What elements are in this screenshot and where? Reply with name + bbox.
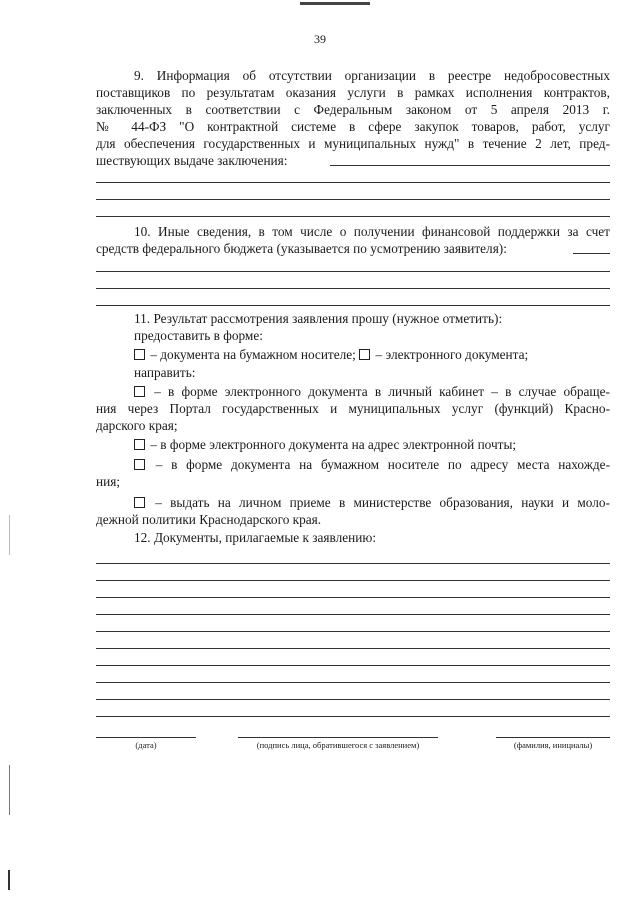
cabinet-option-line-3: дарского края; [96,418,178,433]
post-option-line-2: ния; [96,474,121,489]
name-caption: (фамилия, инициалы) [513,740,593,750]
personal-option-line-2: дежной политики Краснодарского края. [96,512,322,527]
item9-line-3: заключенных в соответствии с Федеральным законом от 5 апреля 2013 г. [96,102,610,117]
cabinet-option-line-2: ния через Портал государственных и муниципальных услуг (функций) Красно- [96,401,610,416]
electronic-option-label: – электронного документа; [372,347,529,362]
scan-margin-mark [8,870,10,890]
post-checkbox[interactable] [134,459,145,470]
email-option [134,436,516,453]
item9-answer-line[interactable] [330,165,610,166]
personal-checkbox[interactable] [134,497,145,508]
item12-answer-line[interactable] [96,665,610,666]
item12-answer-line[interactable] [96,716,610,717]
item12-title: 12. Документы, прилагаемые к заявлению: [134,530,377,545]
date-line[interactable] [96,737,196,738]
item10-line-2: средств федерального бюджета (указывается по усмотрению заявителя): [96,241,507,256]
paper-option-label: – документа на бумажном носителе; [147,347,360,362]
item11-provide-options [134,346,528,363]
item12-answer-line[interactable] [96,580,610,581]
item9-line-4: № 44-ФЗ "О контрактной системе в сфере закупок товаров, работ, услуг [96,119,610,134]
item9-answer-line[interactable] [96,182,610,183]
item11-title: 11. Результат рассмотрения заявления прошу (нужное отметить): [134,311,503,326]
post-option-label: – в форме документа на бумажном носителе по адресу места нахожде- [147,457,610,472]
signature-caption: (подпись лица, обратившегося с заявлением) [256,740,420,750]
page-number: 39 [314,32,326,46]
cabinet-option-label: – в форме электронного документа в личный кабинет – в случае обраще- [147,384,610,399]
item12-answer-line[interactable] [96,699,610,700]
item10-line-1: 10. Иные сведения, в том числе о получении финансовой поддержки за счет [134,224,610,239]
item10-answer-line[interactable] [573,253,610,254]
item10-answer-line[interactable] [96,271,610,272]
item12-answer-line[interactable] [96,563,610,564]
item9-answer-line[interactable] [96,216,610,217]
item12-answer-line[interactable] [96,631,610,632]
item11-send-label: направить: [134,365,196,380]
paper-checkbox[interactable] [134,349,145,360]
email-checkbox[interactable] [134,439,145,450]
cabinet-checkbox[interactable] [134,386,145,397]
scan-margin-mark [9,765,10,815]
item9-line-6: шествующих выдаче заключения: [96,153,288,168]
item11-provide-label: предоставить в форме: [134,328,263,343]
signature-line[interactable] [238,737,438,738]
item12-answer-line[interactable] [96,597,610,598]
electronic-checkbox[interactable] [359,349,370,360]
date-caption: (дата) [135,740,157,750]
cabinet-option [134,383,610,400]
item12-answer-line[interactable] [96,648,610,649]
email-option-label: – в форме электронного документа на адрес электронной почты; [147,437,517,452]
item10-answer-line[interactable] [96,305,610,306]
item12-answer-line[interactable] [96,682,610,683]
item9-answer-line[interactable] [96,199,610,200]
item10-answer-line[interactable] [96,288,610,289]
post-option [134,456,610,473]
item9-line-1: 9. Информация об отсутствии организации в реестре недобросовестных [134,68,610,83]
name-line[interactable] [496,737,610,738]
item12-answer-line[interactable] [96,614,610,615]
scan-top-mark [300,2,370,5]
item9-line-5: для обеспечения государственных и муниципальных нужд" в течение 2 лет, пред- [96,136,610,151]
personal-option [134,494,610,511]
item9-line-2: поставщиков по результатам оказания услуги в рамках исполнения контрактов, [96,85,610,100]
personal-option-label: – выдать на личном приеме в министерстве образования, науки и моло- [147,495,610,510]
scan-margin-mark [9,515,10,555]
